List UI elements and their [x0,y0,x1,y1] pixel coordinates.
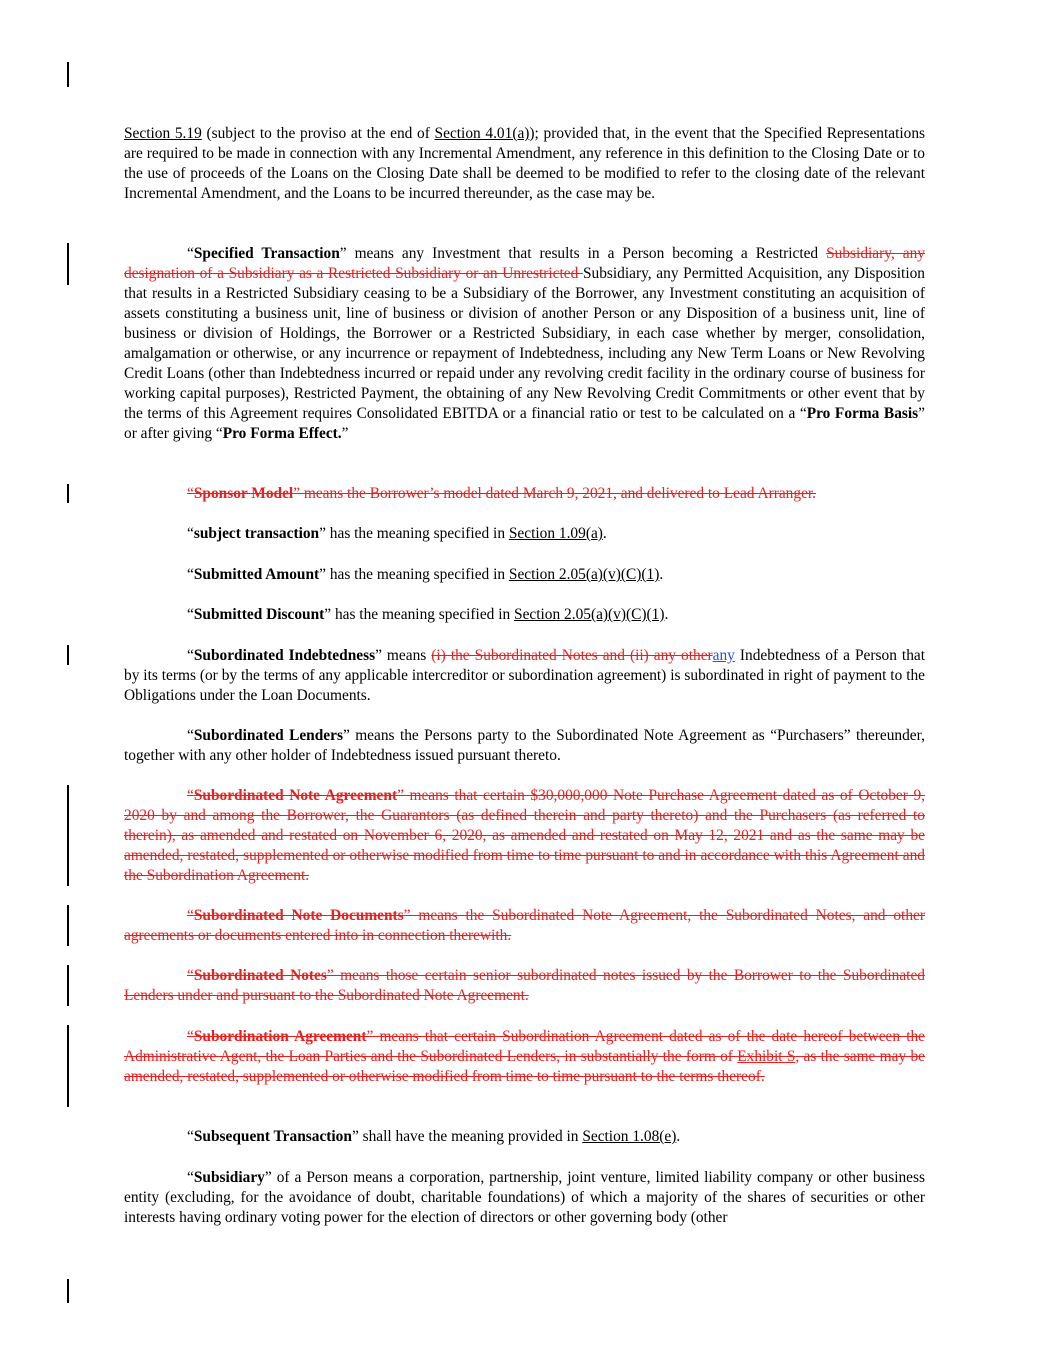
exhibit-reference[interactable]: Exhibit S [737,1048,796,1065]
change-bar [67,1279,69,1303]
definition-subordinated-notes-deleted: “Subordinated Notes” means those certain senior subordinated notes issued by the Borrower to the Subordinated Lenders under and pursuant to the Subordinated Note Agreement. [124,967,925,1004]
inserted-text: any [712,647,735,664]
defined-term: Submitted Discount [193,606,325,623]
change-bar [67,965,69,1006]
defined-term: Subordination Agreement [193,1028,367,1045]
defined-term: Subordinated Note Documents [193,907,404,924]
defined-term: Specified Transaction [193,245,340,262]
section-reference[interactable]: Section 1.09(a) [508,525,603,542]
change-bar [67,785,69,886]
defined-term: Sponsor Model [193,485,294,502]
defined-term: Subsequent Transaction [193,1128,352,1145]
definition-subsequent-transaction: “Subsequent Transaction” shall have the meaning provided in Section 1.08(e). [187,1128,681,1145]
change-bar [67,62,69,87]
defined-term: Subordinated Notes [193,967,327,984]
definition-subordinated-note-documents-deleted: “Subordinated Note Documents” means the Subordinated Note Agreement, the Subordinated Notes, and other agreements or documents entered into in connection therewith. [124,907,925,944]
definition-sponsor-model-deleted: “Sponsor Model” means the Borrower’s model dated March 9, 2021, and delivered to Lead Arranger. [187,485,817,502]
change-bar [67,484,69,503]
definition-submitted-discount: “Submitted Discount” has the meaning specified in Section 2.05(a)(v)(C)(1). [187,606,669,623]
definition-subject-transaction: “subject transaction” has the meaning specified in Section 1.09(a). [187,525,607,542]
deleted-text: Subsidiary, any designation of a Subsidiary as a Restricted Subsidiary or an Unrestricted [124,245,925,282]
section-reference[interactable]: Section 5.19 [124,125,202,142]
definition-subordinated-lenders: “Subordinated Lenders” means the Persons party to the Subordinated Note Agreement as “Purchasers” thereunder, together with any other holder of Indebtedness issued pursuant thereto. [124,727,925,764]
defined-term: subject transaction [193,525,320,542]
definition-subordination-agreement-deleted: “Subordination Agreement” means that certain Subordination Agreement dated as of the date hereof between the Administrative Agent, the Loan Parties and the Subordinated Lenders, in substantially the form of Exhibit S, as the same may be amended, restated, supplemented or otherwise modified from time to time pursuant to the terms thereof. [124,1028,926,1085]
section-reference[interactable]: Section 2.05(a)(v)(C)(1) [508,566,660,583]
defined-term: Subsidiary [193,1169,265,1186]
deleted-text: (i) the Subordinated Notes and (ii) any other [431,647,713,664]
defined-term: Subordinated Lenders [193,727,343,744]
change-bar [67,243,69,285]
definition-subordinated-indebtedness: “Subordinated Indebtedness” means (i) the Subordinated Notes and (ii) any otherany Indebtedness of a Person that by its terms (or by the terms of any applicable intercreditor or subordination agreement) is subordinated in right of payment to the Obligations under the Loan Documents. [124,647,926,704]
definition-subordinated-note-agreement-deleted: “Subordinated Note Agreement” means that certain $30,000,000 Note Purchase Agreement dated as of October 9, 2020 by and among the Borrower, the Guarantors (as defined therein and party thereto) and the Purchasers (as referred to therein), as amended and restated on November 6, 2020, as amended and restated on May 12, 2021 and as the same may be amended, restated, supplemented or otherwise modified from time to time pursuant to and in accordance with this Agreement and the Subordination Agreement. [124,787,925,884]
definition-submitted-amount: “Submitted Amount” has the meaning specified in Section 2.05(a)(v)(C)(1). [187,566,664,583]
defined-term: Subordinated Note Agreement [193,787,398,804]
defined-term: Submitted Amount [193,566,320,583]
change-bar [67,1025,69,1107]
section-reference[interactable]: Section 2.05(a)(v)(C)(1) [514,606,665,623]
change-bar [67,905,69,946]
change-bar [67,645,69,665]
defined-term: Subordinated Indebtedness [193,647,376,664]
section-reference[interactable]: Section 4.01(a) [434,125,530,142]
definition-specified-transaction: “Specified Transaction” means any Investment that results in a Person becoming a Restricted Subsidiary, any designation of a Subsidiary as a Restricted Subsidiary or an Unrestricted Subsidiary, any Permitted Acquisition, any Disposition that results in a Restricted Subsidiary ceasing to be a Subsidiary of the Borrower, any Investment constituting an acquisition of assets constituting a business unit, line of business or division of another Person or any Disposition of a business unit, line of business or division of Holdings, the Borrower or a Restricted Subsidiary, in each case whether by merger, consolidation, amalgamation or otherwise, or any incurrence or repayment of Indebtedness, including any New Term Loans or New Revolving Credit Loans (other than Indebtedness incurred or repaid under any revolving credit facility in the ordinary course of business for working capital purposes), Restricted Payment, the obtaining of any New Revolving Credit Commitments or other event that by the terms of this Agreement requires Consolidated EBITDA or a financial ratio or test to be calculated on a “Pro Forma Basis” or after giving “Pro Forma Effect.” [124,245,925,442]
definition-subsidiary: “Subsidiary” of a Person means a corporation, partnership, joint venture, limited liability company or other business entity (excluding, for the avoidance of doubt, charitable foundations) of which a majority of the shares of securities or other interests having ordinary voting power for the election of directors or other governing body (other [124,1169,925,1226]
section-reference[interactable]: Section 1.08(e) [582,1128,677,1145]
paragraph-continuation: Section 5.19 (subject to the proviso at the end of Section 4.01(a)); provided that, in the event that the Specified Representations are required to be made in connection with any Incremental Amendment, any reference in this definition to the Closing Date or to the use of proceeds of the Loans on the Closing Date shall be deemed to be modified to refer to the closing date of the relevant Incremental Amendment, and the Loans to be incurred thereunder, as the case may be. [124,125,926,202]
